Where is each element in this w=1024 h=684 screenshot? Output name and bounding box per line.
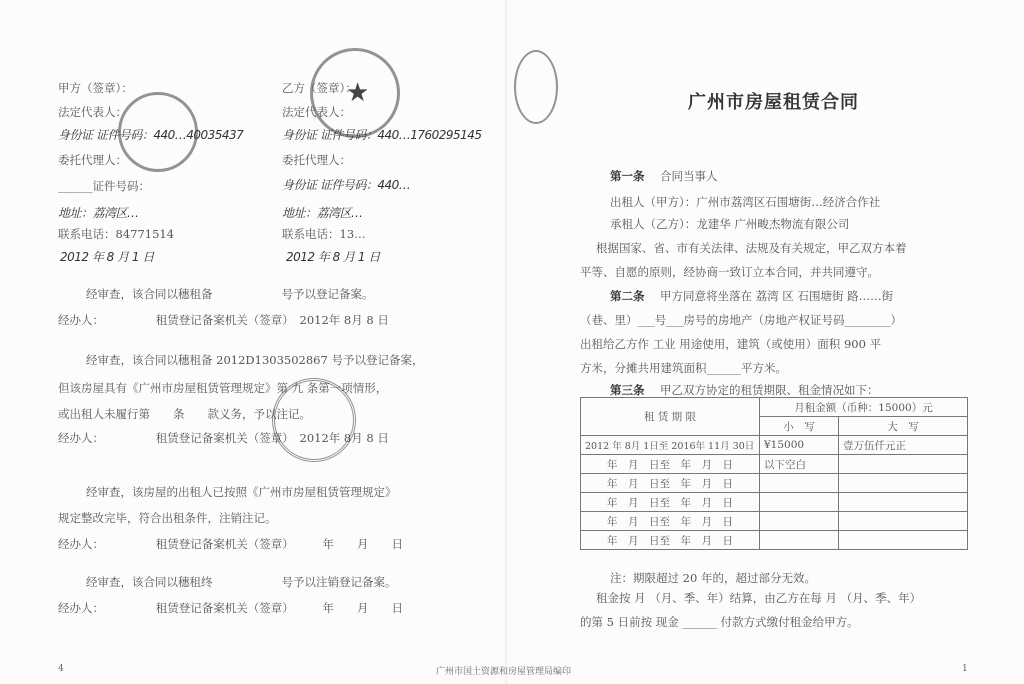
record-3b: 规定整改完毕，符合出租条件，注销注记。 [58, 511, 277, 525]
rent-table [580, 397, 968, 550]
footer-publisher: 广州市国土资源和房屋管理局编印 [436, 667, 572, 677]
address-b: 地址：荔湾区… [282, 206, 363, 220]
small-cell: 以下空白 [760, 455, 839, 474]
article-2d: 方米，分摊共用建筑面积______平方米。 [580, 361, 787, 375]
lessor: 出租人（甲方）：广州市荔湾区石围塘街…经济合作社 [610, 195, 881, 209]
article-1-head: 第一条 [610, 169, 645, 183]
date-b: 2012 年 8 月 1 日 [286, 250, 380, 264]
small-header: 小 写 [760, 417, 839, 436]
left-page [0, 0, 508, 684]
large-cell [839, 512, 968, 531]
small-cell [760, 512, 839, 531]
record-4-sign: 经办人： 租赁登记备案机关（签章） 年 月 日 [58, 601, 403, 615]
tel-a: 联系电话：84771514 [58, 227, 175, 241]
article-2b: （巷、里）___号___房号的房地产（房地产权证号码________） [580, 313, 902, 327]
large-header: 大 写 [839, 417, 968, 436]
small-cell: ¥15000 [760, 436, 839, 455]
large-cell: 壹万伍仟元正 [839, 436, 968, 455]
record-1: 经审查，该合同以穗租备 号予以登记备案。 [86, 287, 374, 301]
party-a-label: 甲方（签章）： [58, 81, 133, 95]
paragraph-1: 根据国家、省、市有关法律、法规及有关规定，甲乙双方本着 [596, 241, 907, 255]
period-header: 租 赁 期 限 [581, 398, 760, 436]
record-2-sign: 经办人： 租赁登记备案机关（签章） 2012年 8月 8 日 [58, 431, 389, 445]
large-cell [839, 455, 968, 474]
star-icon: ★ [346, 78, 370, 108]
large-cell [839, 493, 968, 512]
small-cell [760, 474, 839, 493]
rep-label-b: 法定代表人： [282, 105, 351, 119]
agent-label-a: 委托代理人： [58, 153, 127, 167]
table-row [581, 436, 968, 455]
agent-label-b: 委托代理人： [282, 153, 351, 167]
party-b-label: 乙方（签章）： [282, 81, 357, 95]
rent-header: 月租金额（币种：15000）元 [760, 398, 968, 417]
id-a: 身份证 证件号码：440…40035437 [58, 128, 244, 142]
agent-id-a: ______证件号码： [58, 179, 150, 193]
period-cell: 年 月 日至 年 月 日 [581, 474, 760, 493]
contract-title: 广州市房屋租赁合同 [688, 92, 859, 113]
record-4: 经审查，该合同以穗租终 号予以注销登记备案。 [86, 575, 397, 589]
party-a-seal [118, 92, 198, 172]
period-cell: 年 月 日至 年 月 日 [581, 531, 760, 550]
note: 注：期限超过 20 年的，超过部分无效。 [610, 571, 816, 585]
payment-2: 的第 5 日前按 现金 ______ 付款方式缴付租金给甲方。 [580, 615, 859, 629]
record-2c: 或出租人未履行第 条 款义务，予以注记。 [58, 407, 311, 421]
tel-b: 联系电话：13… [282, 227, 366, 241]
article-2-text: 甲方同意将坐落在 荔湾 区 石围塘街 路……街 [660, 289, 894, 303]
period-cell: 年 月 日至 年 月 日 [581, 455, 760, 474]
page-number-right: 1 [962, 664, 968, 674]
article-3-text: 甲乙双方协定的租赁期限、租金情况如下： [660, 383, 879, 397]
table-row [581, 455, 968, 474]
article-1-text: 合同当事人 [660, 169, 718, 183]
date-a: 2012 年 8 月 1 日 [60, 250, 154, 264]
table-row [581, 512, 968, 531]
table-row [581, 531, 968, 550]
large-cell [839, 474, 968, 493]
record-2b: 但该房屋具有《广州市房屋租赁管理规定》第 九 条第一项情形， [58, 381, 388, 395]
registration-seal [272, 378, 356, 462]
partial-seal [514, 50, 558, 124]
period-cell: 年 月 日至 年 月 日 [581, 493, 760, 512]
period-cell: 年 月 日至 年 月 日 [581, 512, 760, 531]
page-number-left: 4 [58, 664, 64, 674]
small-cell [760, 531, 839, 550]
article-2-head: 第二条 [610, 289, 645, 303]
article-2c: 出租给乙方作 工业 用途使用，建筑（或使用）面积 900 平 [580, 337, 882, 351]
table-row [581, 493, 968, 512]
article-3-head: 第三条 [610, 383, 645, 397]
record-1-sign: 经办人： 租赁登记备案机关（签章） 2012年 8月 8 日 [58, 313, 389, 327]
id-b: 身份证 证件号码：440…1760295145 [282, 128, 482, 142]
payment-1: 租金按 月 （月、季、年）结算，由乙方在每 月 （月、季、年） [596, 591, 922, 605]
address-a: 地址：荔湾区… [58, 206, 139, 220]
record-2: 经审查，该合同以穗租备 2012D1303502867 号予以登记备案， [86, 353, 424, 367]
table-row [581, 474, 968, 493]
record-3-sign: 经办人： 租赁登记备案机关（签章） 年 月 日 [58, 537, 403, 551]
record-3: 经审查，该房屋的出租人已按照《广州市房屋租赁管理规定》 [86, 485, 397, 499]
agent-id-b: 身份证 证件号码：440… [282, 178, 411, 192]
period-cell: 2012 年 8月 1日至 2016年 11月 30日 [581, 436, 760, 455]
large-cell [839, 531, 968, 550]
lessee: 承租人（乙方）：龙建华 广州畯杰物流有限公司 [610, 217, 850, 231]
paragraph-1b: 平等、自愿的原则，经协商一致订立本合同，并共同遵守。 [580, 265, 879, 279]
rep-label-a: 法定代表人： [58, 105, 127, 119]
small-cell [760, 493, 839, 512]
